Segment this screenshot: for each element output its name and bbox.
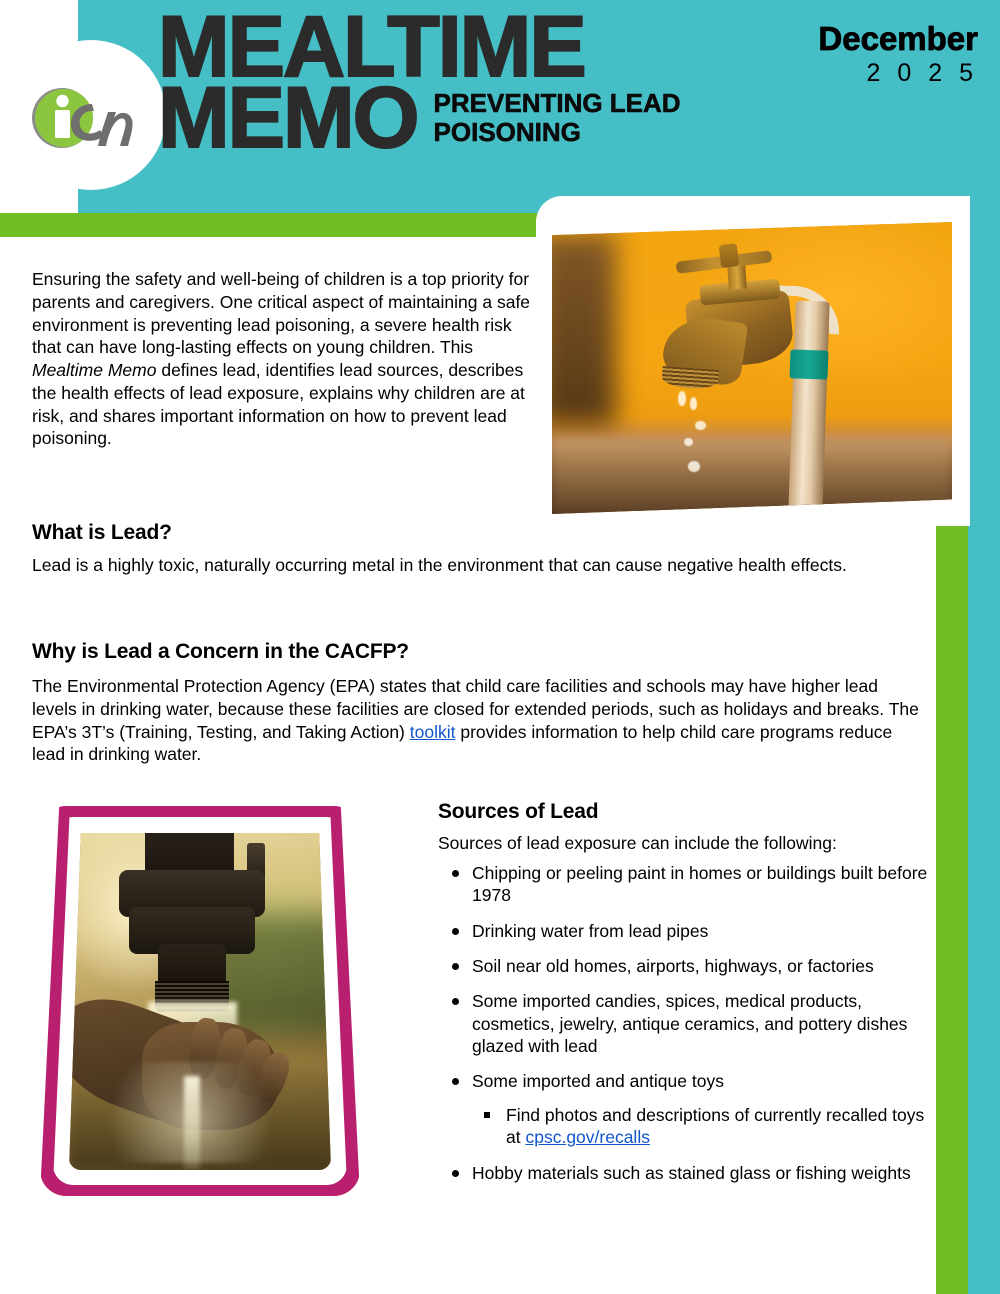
intro-text-part1: Ensuring the safety and well-being of children is a top priority for parents and caregivers. One critical aspect of maintaining a safe environment is preventing lead poisoning, a severe health risk that can have long-lasting effects on young children. This xyxy=(32,269,531,358)
issue-date xyxy=(818,22,978,88)
right-teal-strip xyxy=(968,0,1000,1294)
list-item-text: Hobby materials such as stained glass or fishing weights xyxy=(472,1162,911,1183)
hands-photo xyxy=(69,833,331,1170)
section-sources-of-lead xyxy=(438,800,928,1197)
subtitle-line-2: POISONING xyxy=(433,116,581,147)
masthead-subtitle xyxy=(434,89,681,147)
cpsc-recalls-link[interactable]: cpsc.gov/recalls xyxy=(525,1127,650,1148)
sub-bullet-square-icon xyxy=(484,1112,490,1118)
sources-list xyxy=(438,862,928,1184)
intro-emphasis: Mealtime Memo xyxy=(32,360,157,380)
section-why-concern xyxy=(32,640,922,766)
list-item xyxy=(438,862,928,907)
sources-sublist xyxy=(472,1104,928,1149)
sub-list-item xyxy=(472,1104,928,1149)
hands-photo-frame xyxy=(40,806,360,1196)
heading-sources-of-lead: Sources of Lead xyxy=(438,800,599,823)
sub-list-item-text: Find photos and descriptions of currently recalled toys at xyxy=(506,1104,925,1148)
masthead-title xyxy=(158,0,681,166)
list-item-text: Some imported and antique toys xyxy=(472,1071,724,1092)
issue-month: December xyxy=(818,20,978,57)
list-item-text: Soil near old homes, airports, highways, or factories xyxy=(472,955,874,976)
list-item xyxy=(438,1162,928,1184)
bullet-dot-icon xyxy=(452,1170,459,1177)
body-what-is-lead: Lead is a highly toxic, naturally occurring metal in the environment that can cause negative health effects. xyxy=(32,555,847,575)
why-text-part2: provides information to help child care programs reduce lead in drinking water. xyxy=(32,721,893,765)
section-what-is-lead xyxy=(32,521,932,577)
bullet-dot-icon xyxy=(452,870,459,877)
sources-lead-in: Sources of lead exposure can include the following: xyxy=(438,833,837,853)
list-item-text: Chipping or peeling paint in homes or buildings built before 1978 xyxy=(472,862,928,906)
intro-paragraph xyxy=(32,268,532,450)
list-item-text: Drinking water from lead pipes xyxy=(472,920,709,941)
title-line-2: MEMO xyxy=(158,69,418,166)
why-text-part1: The Environmental Protection Agency (EPA) states that child care facilities and schools may have higher lead levels in drinking water, because these facilities are closed for extended periods, such as holidays and breaks. The EPA’s 3T’s (Training, Testing, and Taking Action) xyxy=(32,676,919,742)
bullet-dot-icon xyxy=(452,1078,459,1085)
heading-why-concern: Why is Lead a Concern in the CACFP? xyxy=(32,640,409,663)
list-item xyxy=(438,1070,928,1148)
bullet-dot-icon xyxy=(452,998,459,1005)
body-why-concern xyxy=(32,675,922,766)
title-line-1: MEALTIME xyxy=(158,0,585,95)
bullet-dot-icon xyxy=(452,928,459,935)
intro-text-part2: defines lead, identifies lead sources, describes the health effects of lead exposure, explains why children are at risk, and shares important information on how to prevent lead poisoning. xyxy=(32,360,525,449)
subtitle-line-1: PREVENTING LEAD xyxy=(433,87,681,118)
list-item xyxy=(438,955,928,977)
icn-logo xyxy=(28,78,156,158)
toolkit-link[interactable]: toolkit xyxy=(409,721,456,742)
faucet-photo xyxy=(552,222,952,514)
list-item-text: Some imported candies, spices, medical products, cosmetics, jewelry, antique ceramics, and pottery dishes glazed with lead xyxy=(472,991,908,1057)
heading-what-is-lead: What is Lead? xyxy=(32,521,172,544)
list-item xyxy=(438,990,928,1057)
issue-year: 2 0 2 5 xyxy=(866,59,978,87)
list-item xyxy=(438,920,928,942)
bullet-dot-icon xyxy=(452,963,459,970)
